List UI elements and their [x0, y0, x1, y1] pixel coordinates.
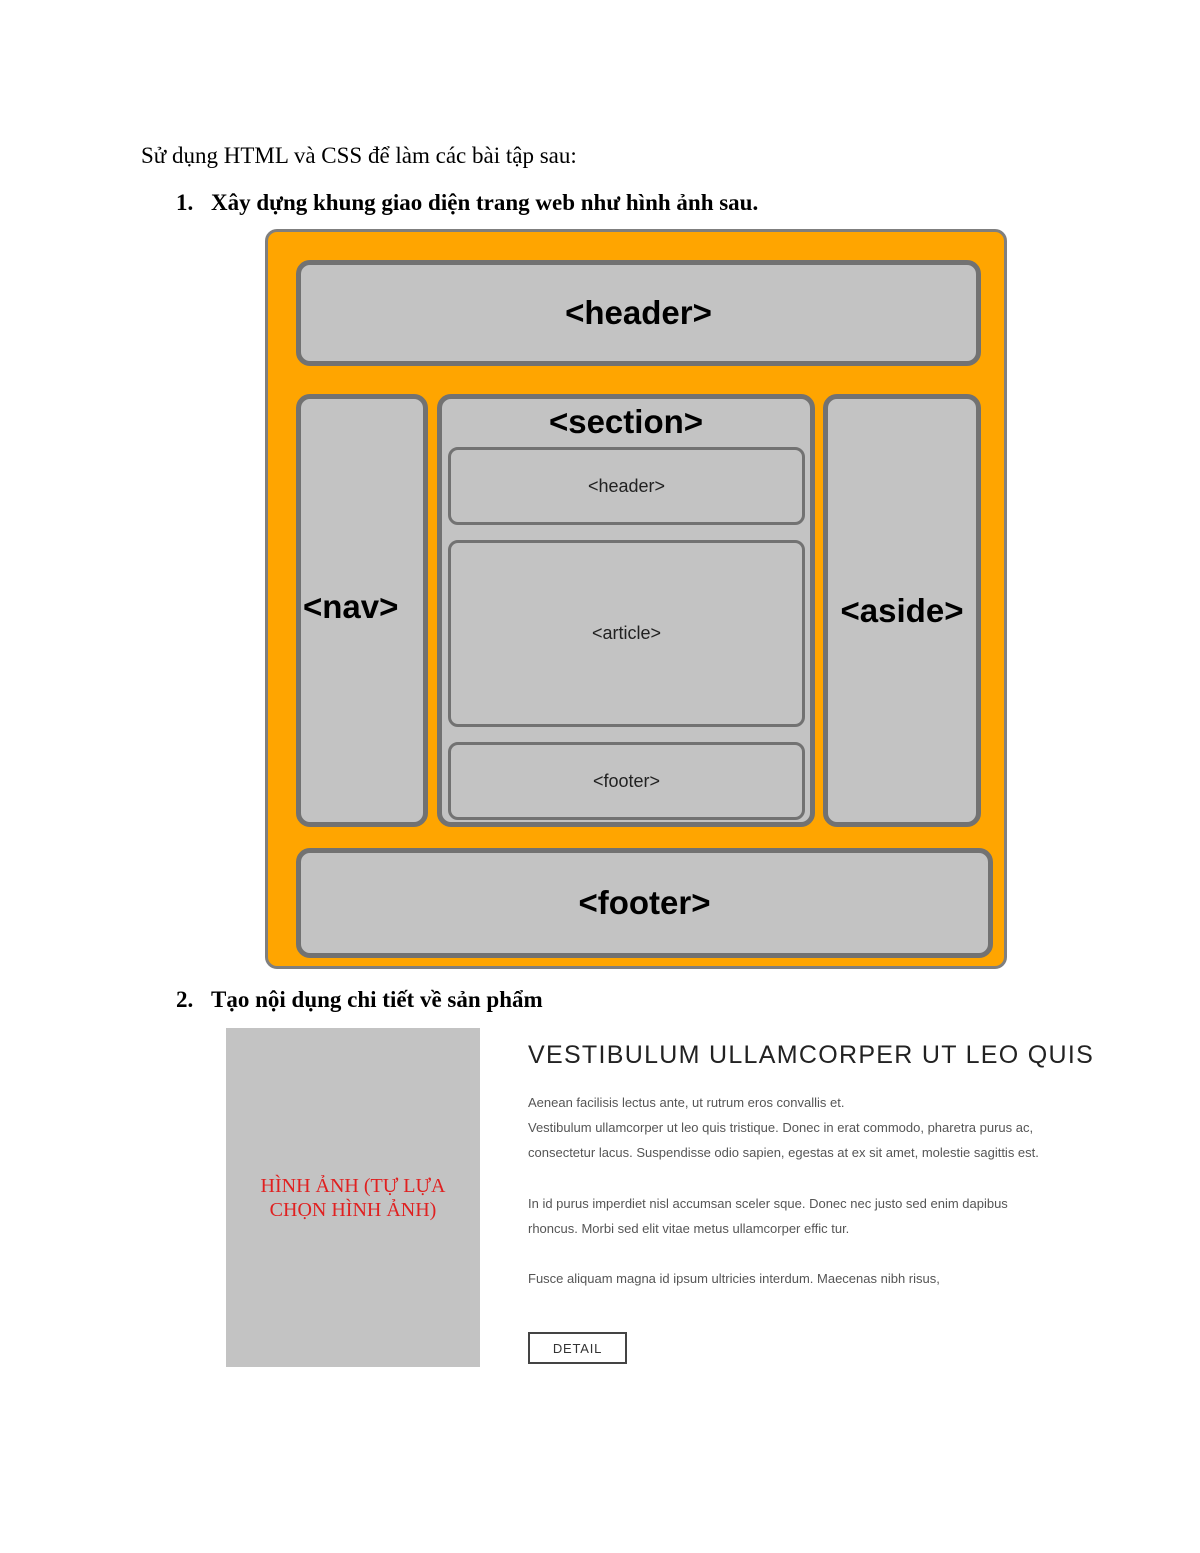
question-2 — [176, 984, 543, 1016]
diagram-header-box — [296, 260, 981, 366]
diagram-section-footer-label: <footer> — [592, 770, 661, 791]
product-paragraph-1-line-2: Vestibulum ullamcorper ut leo quis tristique. Donec in erat commodo, pharetra purus ac, — [528, 1120, 1034, 1135]
diagram-header-label: <header> — [565, 294, 712, 331]
product-paragraph-1-line-3: consectetur lacus. Suspendisse odio sapien, egestas at ex sit amet, molestie sagittis est. — [528, 1145, 1039, 1160]
product-paragraph-1-line-1: Aenean facilisis lectus ante, ut rutrum eros convallis et. — [528, 1095, 845, 1110]
intro-text: Sử dụng HTML và CSS để làm các bài tập sau: — [141, 143, 577, 168]
diagram-section-article-label: <article> — [591, 623, 662, 643]
product-paragraph-2 — [528, 1191, 1128, 1241]
diagram-nav-label: <nav> — [303, 587, 399, 625]
diagram-footer-box — [296, 848, 993, 958]
diagram-section-header-label: <header> — [587, 475, 666, 496]
product-paragraph-2-line-1: In id purus imperdiet nisl accumsan sceler sque. Donec nec justo sed enim dapibus — [528, 1196, 1008, 1211]
diagram-section-label: <section> — [548, 403, 704, 440]
product-image-placeholder — [226, 1028, 480, 1367]
diagram-aside-label: <aside> — [840, 591, 964, 629]
diagram-section-article-box — [448, 540, 805, 727]
question-1-number: 1. — [176, 190, 194, 215]
question-1-text: Xây dựng khung giao diện trang web như hình ảnh sau. — [211, 190, 759, 215]
detail-button[interactable]: DETAIL — [528, 1332, 627, 1364]
product-title: VESTIBULUM ULLAMCORPER UT LEO QUIS — [528, 1041, 1095, 1069]
diagram-aside-box — [823, 394, 981, 827]
product-paragraph-2-line-2: rhoncus. Morbi sed elit vitae metus ullamcorper effic tur. — [528, 1221, 850, 1236]
product-image-placeholder-text: HÌNH ẢNH (TỰ LỰA CHỌN HÌNH ẢNH) — [260, 1174, 446, 1221]
diagram-section-footer-box — [448, 742, 805, 820]
question-2-number: 2. — [176, 987, 194, 1012]
product-paragraph-3: Fusce aliquam magna id ipsum ultricies interdum. Maecenas nibh risus, — [528, 1271, 940, 1286]
diagram-footer-label: <footer> — [578, 884, 711, 921]
diagram-section-header-box — [448, 447, 805, 525]
diagram-nav-box — [296, 394, 428, 827]
question-1 — [176, 187, 758, 219]
product-paragraph-1 — [528, 1090, 1128, 1165]
question-2-text: Tạo nội dụng chi tiết về sản phẩm — [211, 987, 543, 1012]
